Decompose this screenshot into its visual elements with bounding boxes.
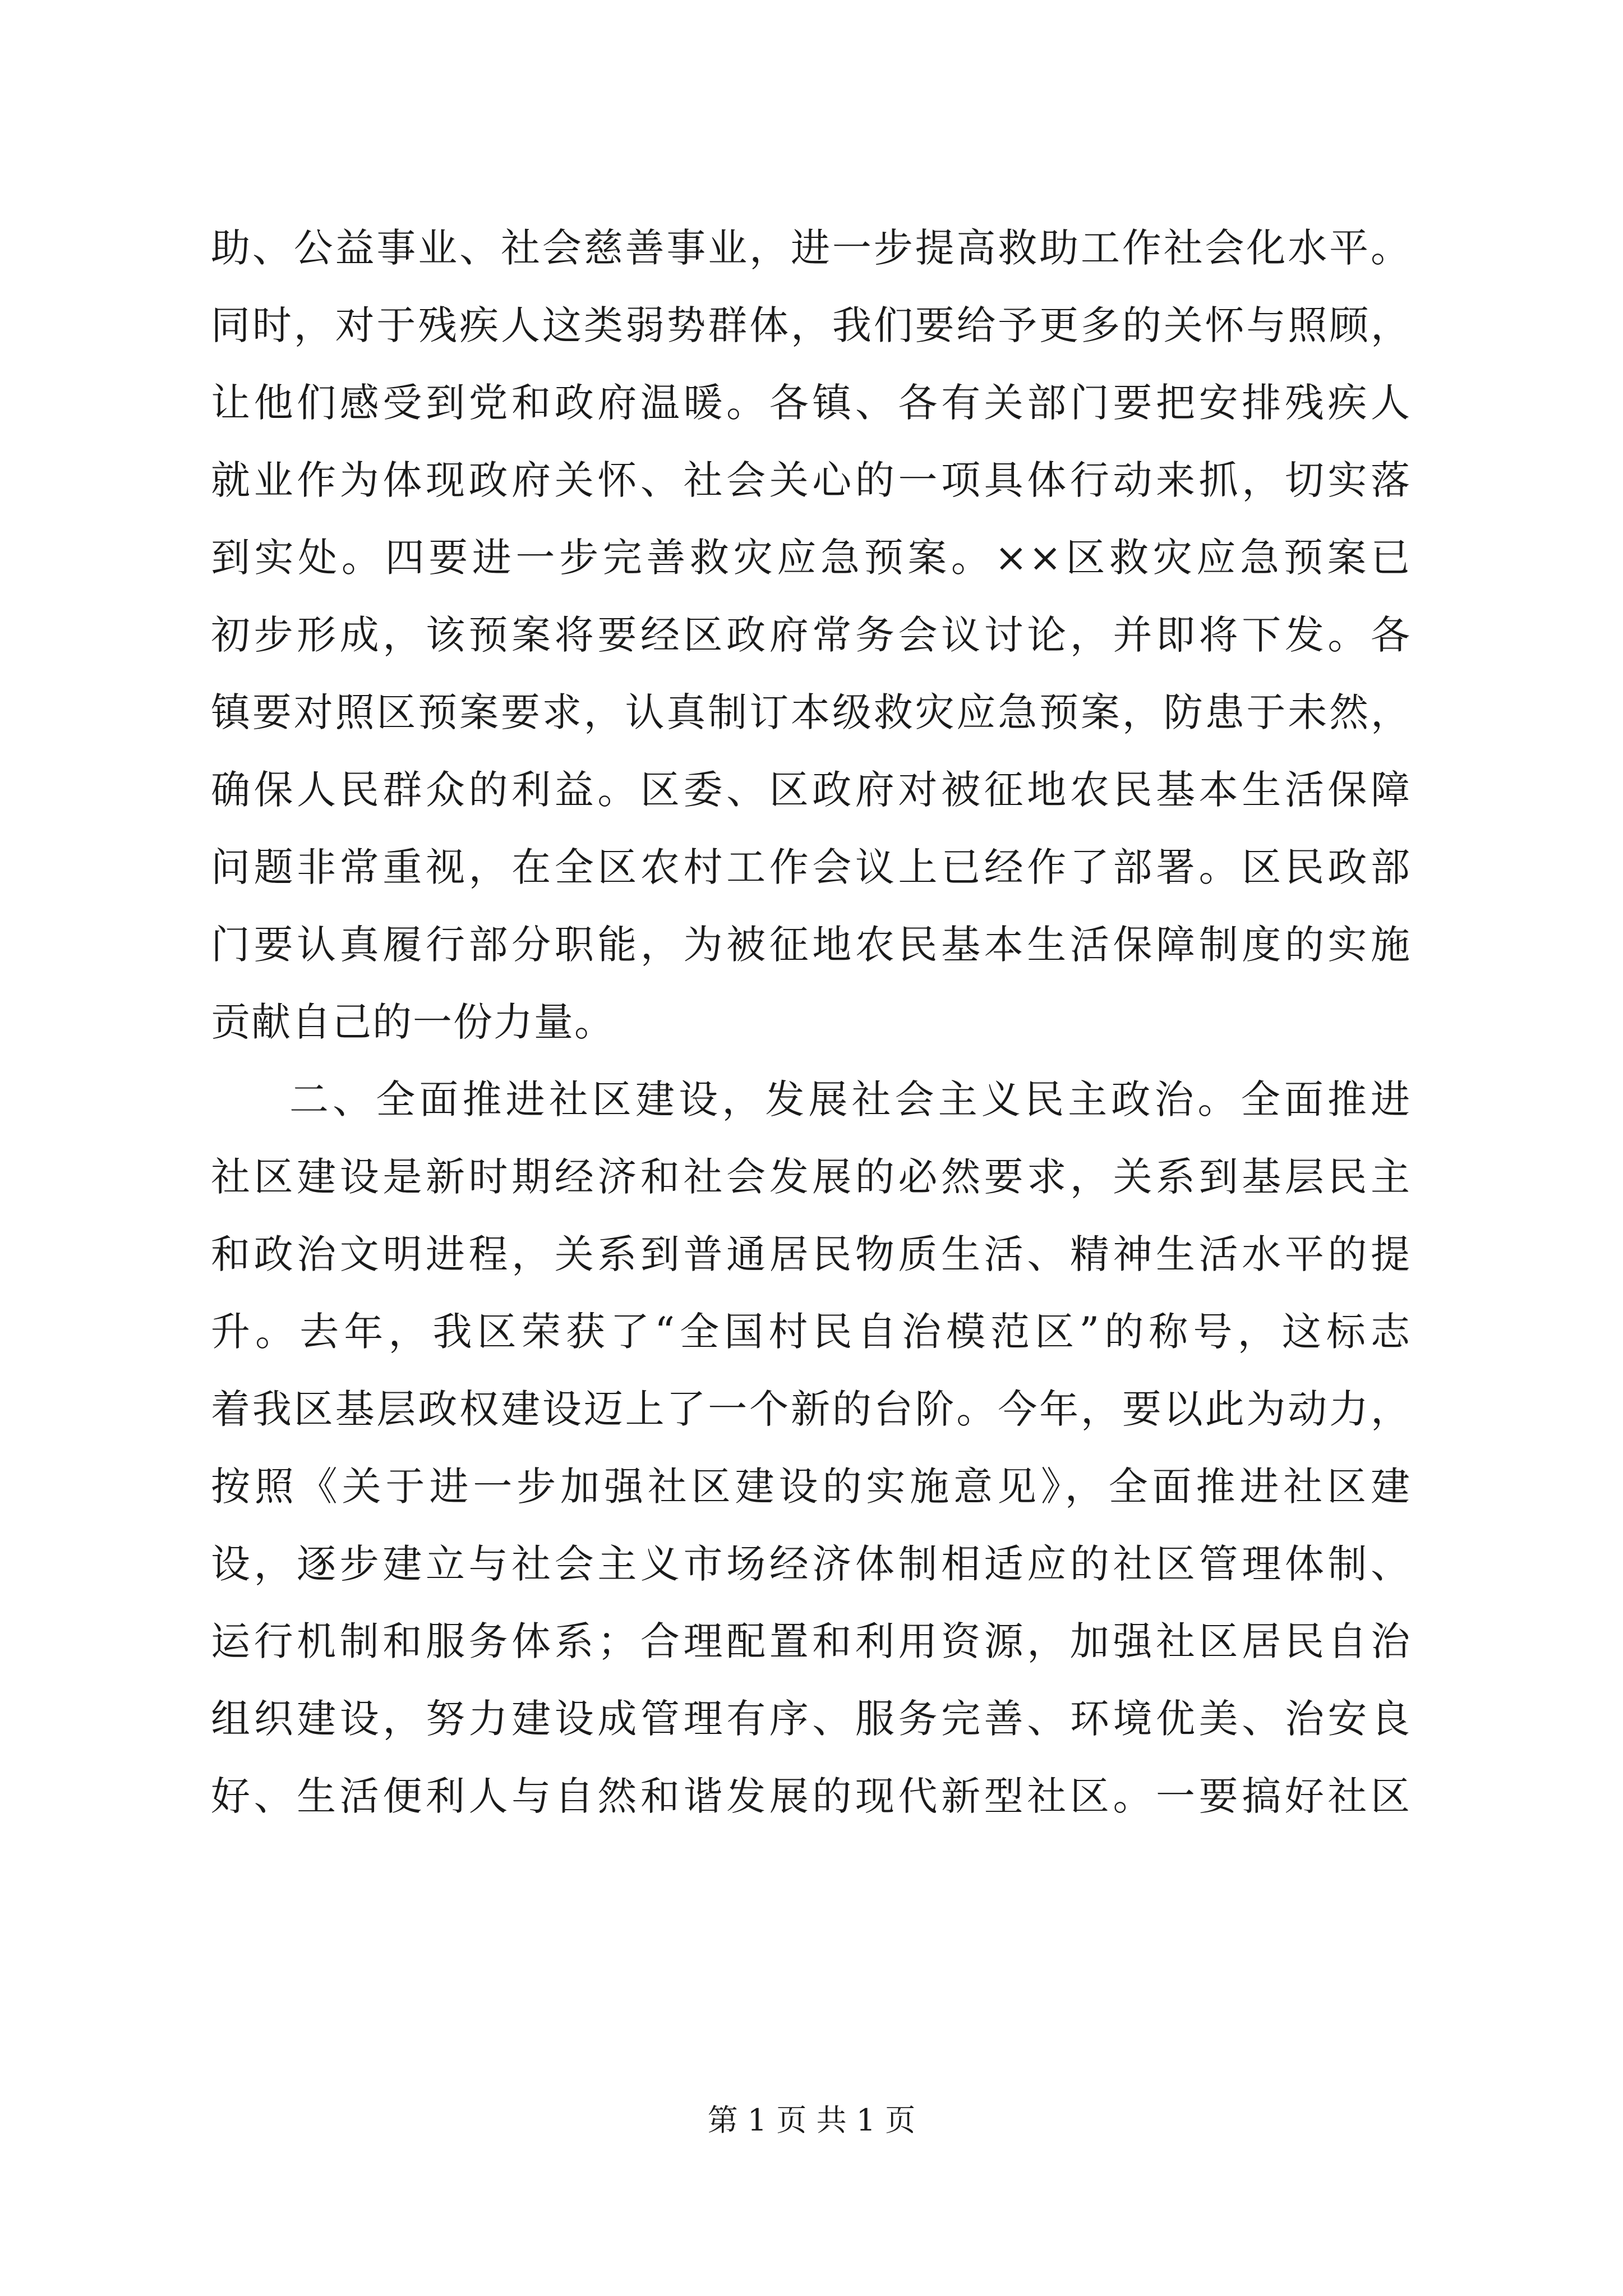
paragraph-1-line-11: 贡献自己的一份力量。 bbox=[211, 999, 615, 1045]
paragraph-2-line-3: 和政治文明进程，关系到普通居民物质生活、精神生活水平的提 bbox=[211, 1231, 1411, 1277]
paragraph-2-line-10: 好、生活便利人与自然和谐发展的现代新型社区。一要搞好社区 bbox=[211, 1773, 1411, 1819]
paragraph-2-line-9: 组织建设，努力建设成管理有序、服务完善、环境优美、治安良 bbox=[211, 1696, 1411, 1742]
paragraph-2-line-5: 着我区基层政权建设迈上了一个新的台阶。今年，要以此为动力， bbox=[211, 1386, 1411, 1432]
paragraph-1-line-2: 同时，对于残疾人这类弱势群体，我们要给予更多的关怀与照顾， bbox=[211, 302, 1411, 348]
paragraph-1-line-6: 初步形成，该预案将要经区政府常务会议讨论，并即将下发。各 bbox=[211, 612, 1411, 658]
paragraph-2-line-7: 设，逐步建立与社会主义市场经济体制相适应的社区管理体制、 bbox=[211, 1541, 1411, 1587]
page-footer: 第 1 页 共 1 页 bbox=[707, 2102, 916, 2138]
paragraph-1-line-4: 就业作为体现政府关怀、社会关心的一项具体行动来抓，切实落 bbox=[211, 457, 1411, 503]
paragraph-2-line-4: 升。去年，我区荣获了“全国村民自治模范区”的称号，这标志 bbox=[211, 1309, 1411, 1355]
paragraph-2-line-1: 二、全面推进社区建设，发展社会主义民主政治。全面推进 bbox=[289, 1076, 1411, 1122]
paragraph-1-line-9: 问题非常重视，在全区农村工作会议上已经作了部署。区民政部 bbox=[211, 844, 1411, 890]
paragraph-1-line-1: 助、公益事业、社会慈善事业，进一步提高救助工作社会化水平。 bbox=[211, 225, 1411, 271]
paragraph-1-line-10: 门要认真履行部分职能，为被征地农民基本生活保障制度的实施 bbox=[211, 922, 1411, 968]
paragraph-1-line-7: 镇要对照区预案要求，认真制订本级救灾应急预案，防患于未然， bbox=[211, 689, 1411, 735]
paragraph-2-line-8: 运行机制和服务体系；合理配置和利用资源，加强社区居民自治 bbox=[211, 1618, 1411, 1664]
paragraph-1-line-8: 确保人民群众的利益。区委、区政府对被征地农民基本生活保障 bbox=[211, 767, 1411, 813]
paragraph-2-line-2: 社区建设是新时期经济和社会发展的必然要求，关系到基层民主 bbox=[211, 1154, 1411, 1200]
paragraph-2-line-6: 按照《关于进一步加强社区建设的实施意见》，全面推进社区建 bbox=[211, 1464, 1411, 1510]
paragraph-1-line-5: 到实处。四要进一步完善救灾应急预案。××区救灾应急预案已 bbox=[211, 535, 1411, 581]
paragraph-1-line-3: 让他们感受到党和政府温暖。各镇、各有关部门要把安排残疾人 bbox=[211, 380, 1411, 426]
